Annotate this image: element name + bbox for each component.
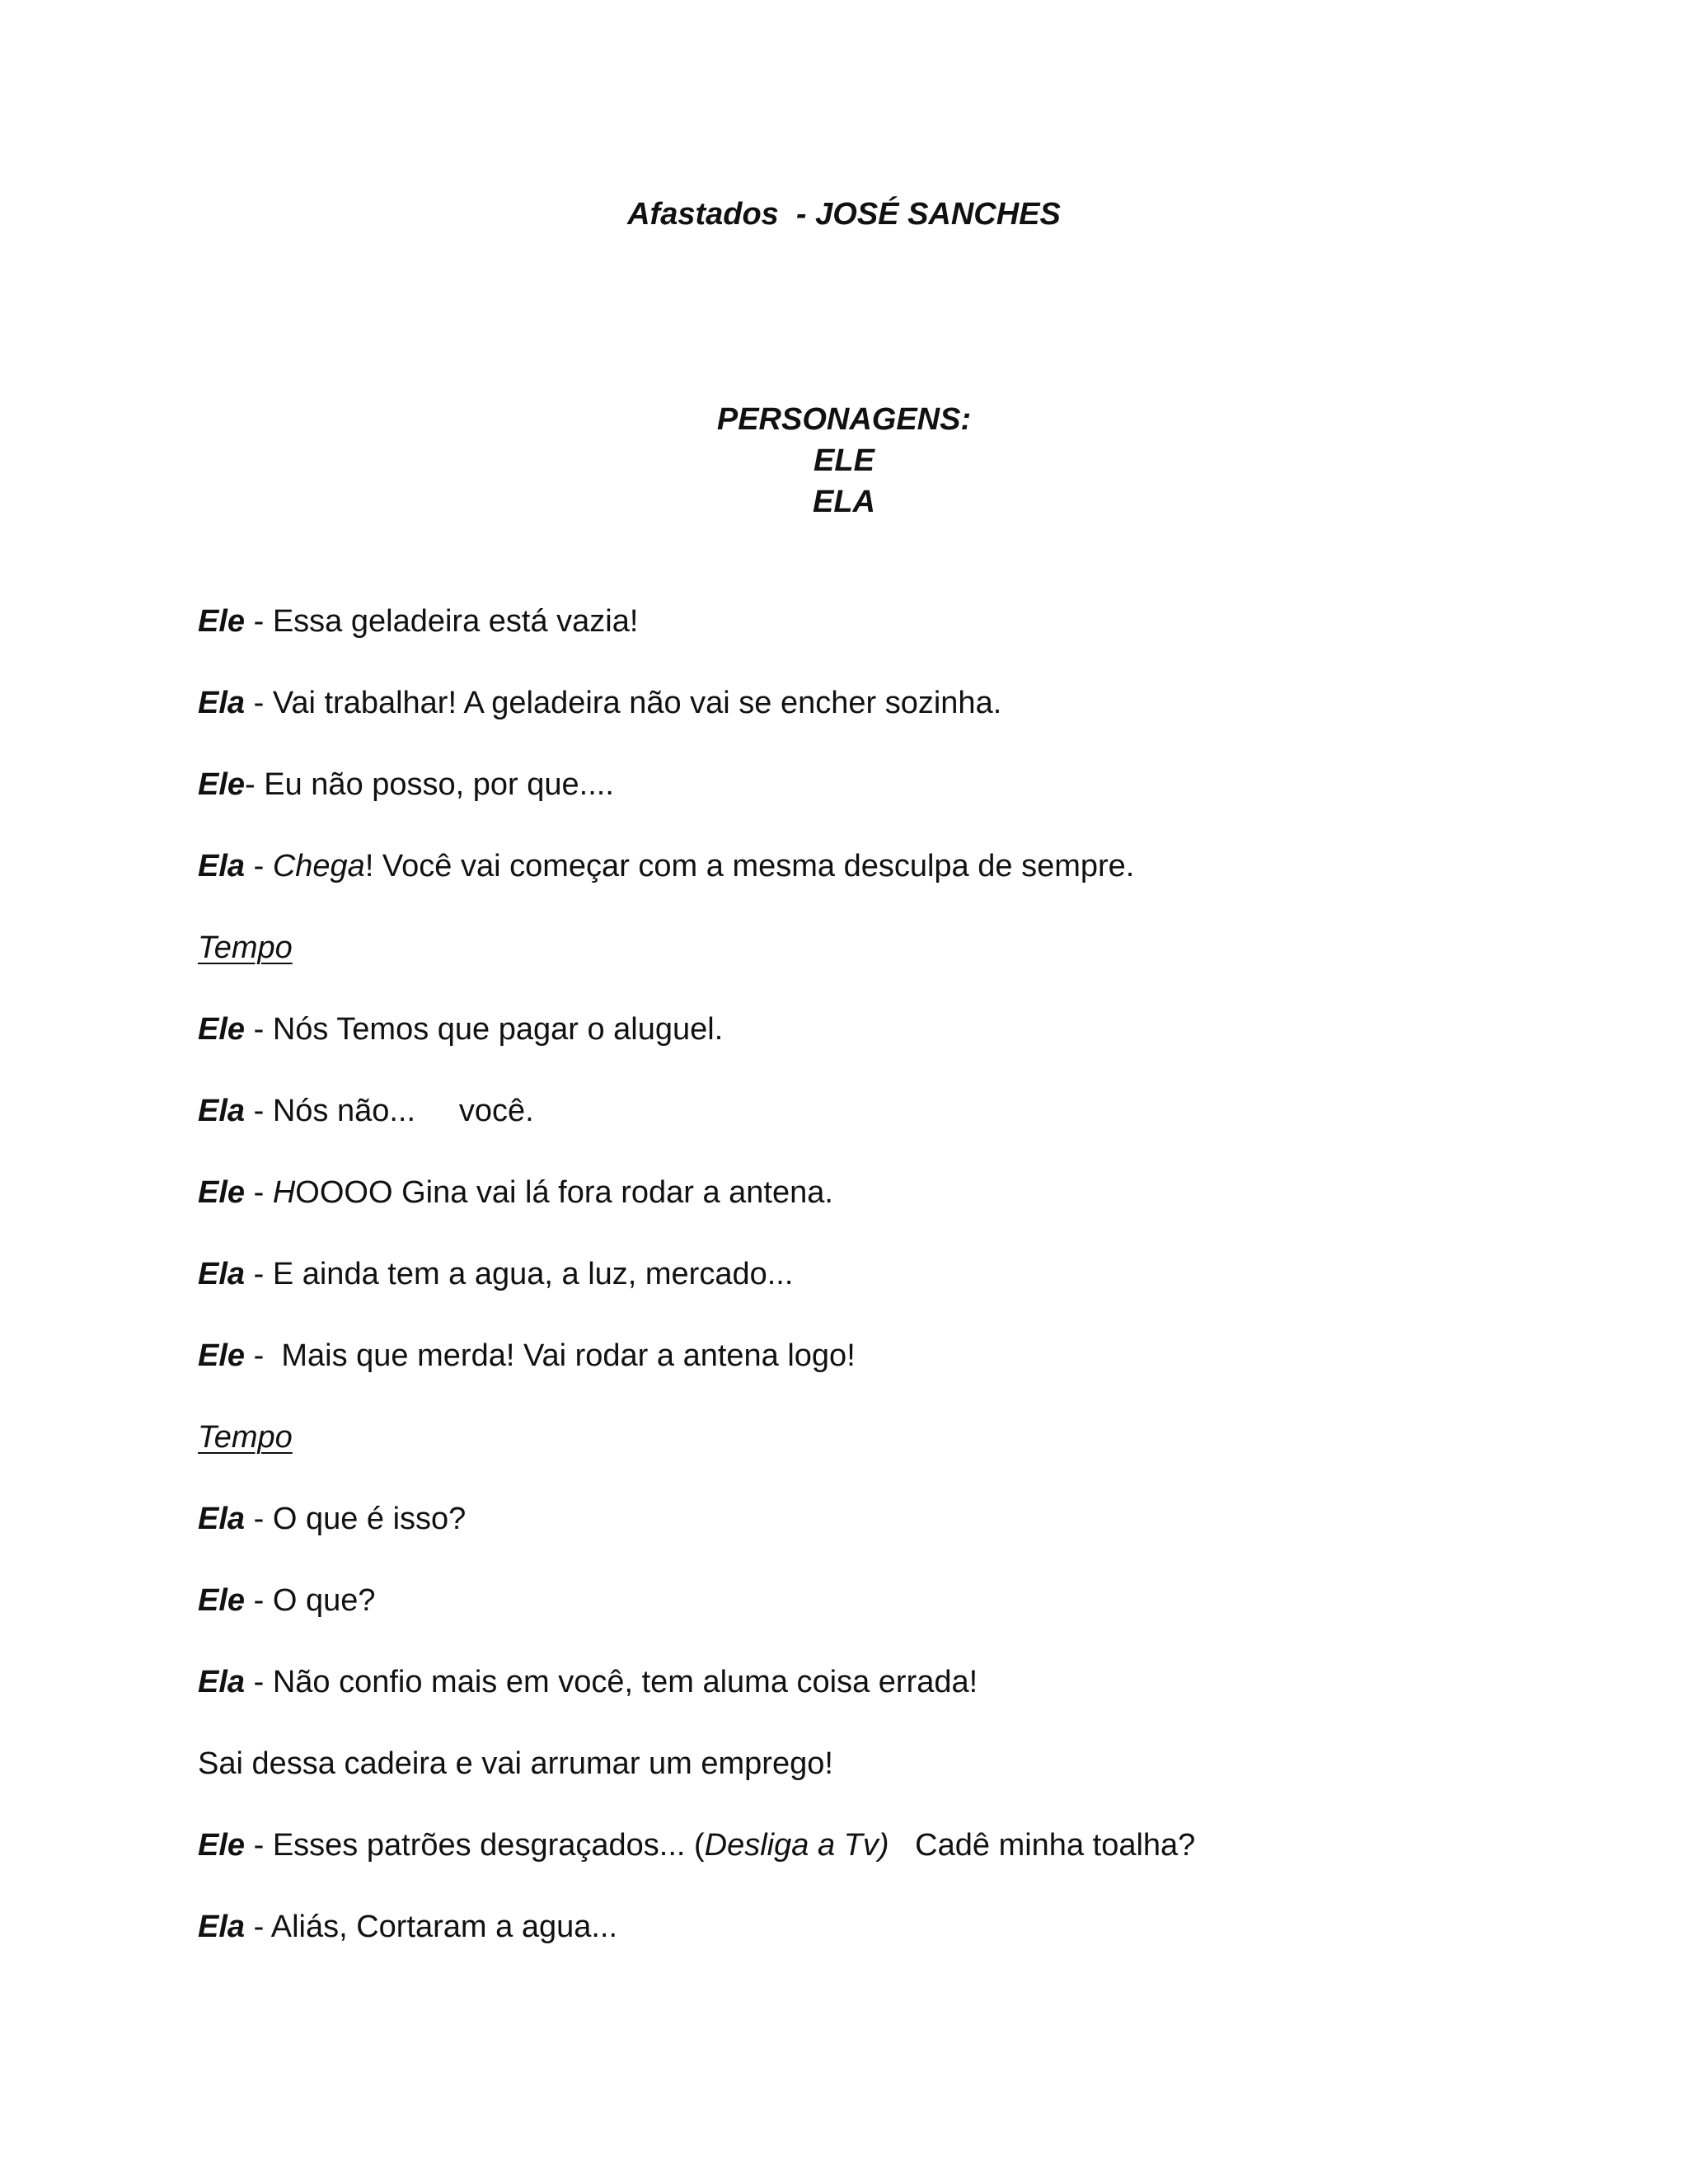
speaker-name: Ele <box>198 1828 246 1863</box>
dialogue-line <box>198 1581 375 1620</box>
stage-direction: Tempo <box>198 1420 293 1455</box>
dialogue-line <box>198 1499 466 1539</box>
speaker-name: Ela <box>198 686 246 720</box>
dialogue-line <box>198 1744 833 1783</box>
dialogue-text: Vai trabalhar! A geladeira não vai se encher sozinha. <box>272 686 1002 720</box>
dialogue-text: Aliás, Cortaram a agua... <box>270 1910 618 1944</box>
speaker-separator: - <box>245 1338 282 1373</box>
speaker-separator: - <box>245 1583 273 1618</box>
dialogue-text: O que? <box>272 1583 376 1618</box>
speaker-separator: - <box>245 849 273 883</box>
dialogue-text: OOOO Gina vai lá fora rodar a antena. <box>295 1175 833 1210</box>
speaker-name: Ele <box>198 1583 246 1618</box>
character-name: ELA <box>813 485 875 519</box>
dialogue-tail: Cadê minha toalha? <box>889 1828 1196 1863</box>
speaker-name: Ele <box>198 1175 246 1210</box>
speaker-name: Ele <box>198 767 246 802</box>
speaker-separator: - <box>245 1502 273 1536</box>
speaker-separator: - <box>245 686 273 720</box>
dialogue-line <box>198 1336 856 1376</box>
dialogue-line <box>198 1010 723 1049</box>
speaker-name: Ela <box>198 1910 246 1944</box>
speaker-name: Ela <box>198 1094 246 1128</box>
dialogue-line <box>198 602 638 641</box>
dialogue-text: Esses patrões desgraçados... ( <box>272 1828 705 1863</box>
stage-direction: Tempo <box>198 930 293 965</box>
dialogue-text: ! Você vai começar com a mesma desculpa de sempre. <box>364 849 1135 883</box>
dialogue-text: Não confio mais em você, tem aluma coisa errada! <box>272 1665 978 1699</box>
dialogue-line <box>198 1907 617 1947</box>
stage-direction-line <box>198 1418 293 1457</box>
speaker-separator: - <box>245 767 265 802</box>
speaker-separator: - <box>245 1665 273 1699</box>
speaker-separator: - <box>245 1175 273 1210</box>
speaker-name: Ela <box>198 849 246 883</box>
dialogue-line <box>198 765 614 804</box>
speaker-separator: - <box>245 1094 273 1128</box>
dialogue-text: Sai dessa cadeira e vai arrumar um emprego! <box>198 1746 833 1781</box>
dialogue-line <box>198 1662 978 1702</box>
stage-direction-line <box>198 928 293 968</box>
dialogue-text: O que é isso? <box>272 1502 467 1536</box>
dialogue-emphasis: H <box>272 1175 296 1210</box>
speaker-name: Ela <box>198 1257 246 1291</box>
dialogue-emphasis: Chega <box>272 849 365 883</box>
dialogue-line <box>198 1173 833 1212</box>
dialogue-text: Eu não posso, por que.... <box>264 767 614 802</box>
speaker-name: Ele <box>198 1012 246 1047</box>
characters-heading: PERSONAGENS: <box>716 402 972 437</box>
document-title: Afastados - JOSÉ SANCHES <box>627 197 1061 232</box>
characters-block <box>0 399 1688 523</box>
dialogue-text: E ainda tem a agua, a luz, mercado... <box>272 1257 794 1291</box>
dialogue-line <box>198 683 1001 723</box>
character-name: ELE <box>814 443 874 478</box>
dialogue-line <box>198 1825 1195 1865</box>
speaker-name: Ela <box>198 1502 246 1536</box>
dialogue-line <box>198 1091 534 1131</box>
speaker-separator: - <box>245 604 273 639</box>
dialogue-text: Nós Temos que pagar o aluguel. <box>272 1012 724 1047</box>
dialogue-text: Mais que merda! Vai rodar a antena logo! <box>281 1338 856 1373</box>
dialogue-text: Essa geladeira está vazia! <box>272 604 639 639</box>
dialogue-line <box>198 846 1134 886</box>
speaker-name: Ele <box>198 1338 246 1373</box>
speaker-separator: - <box>245 1257 273 1291</box>
speaker-name: Ela <box>198 1665 246 1699</box>
speaker-separator: - <box>245 1828 273 1863</box>
speaker-separator: - <box>245 1012 273 1047</box>
speaker-name: Ele <box>198 604 246 639</box>
dialogue-line <box>198 1254 793 1294</box>
speaker-separator: - <box>245 1910 271 1944</box>
dialogue-emphasis: Desliga a Tv) <box>704 1828 889 1863</box>
dialogue-text: Nós não... você. <box>272 1094 534 1128</box>
